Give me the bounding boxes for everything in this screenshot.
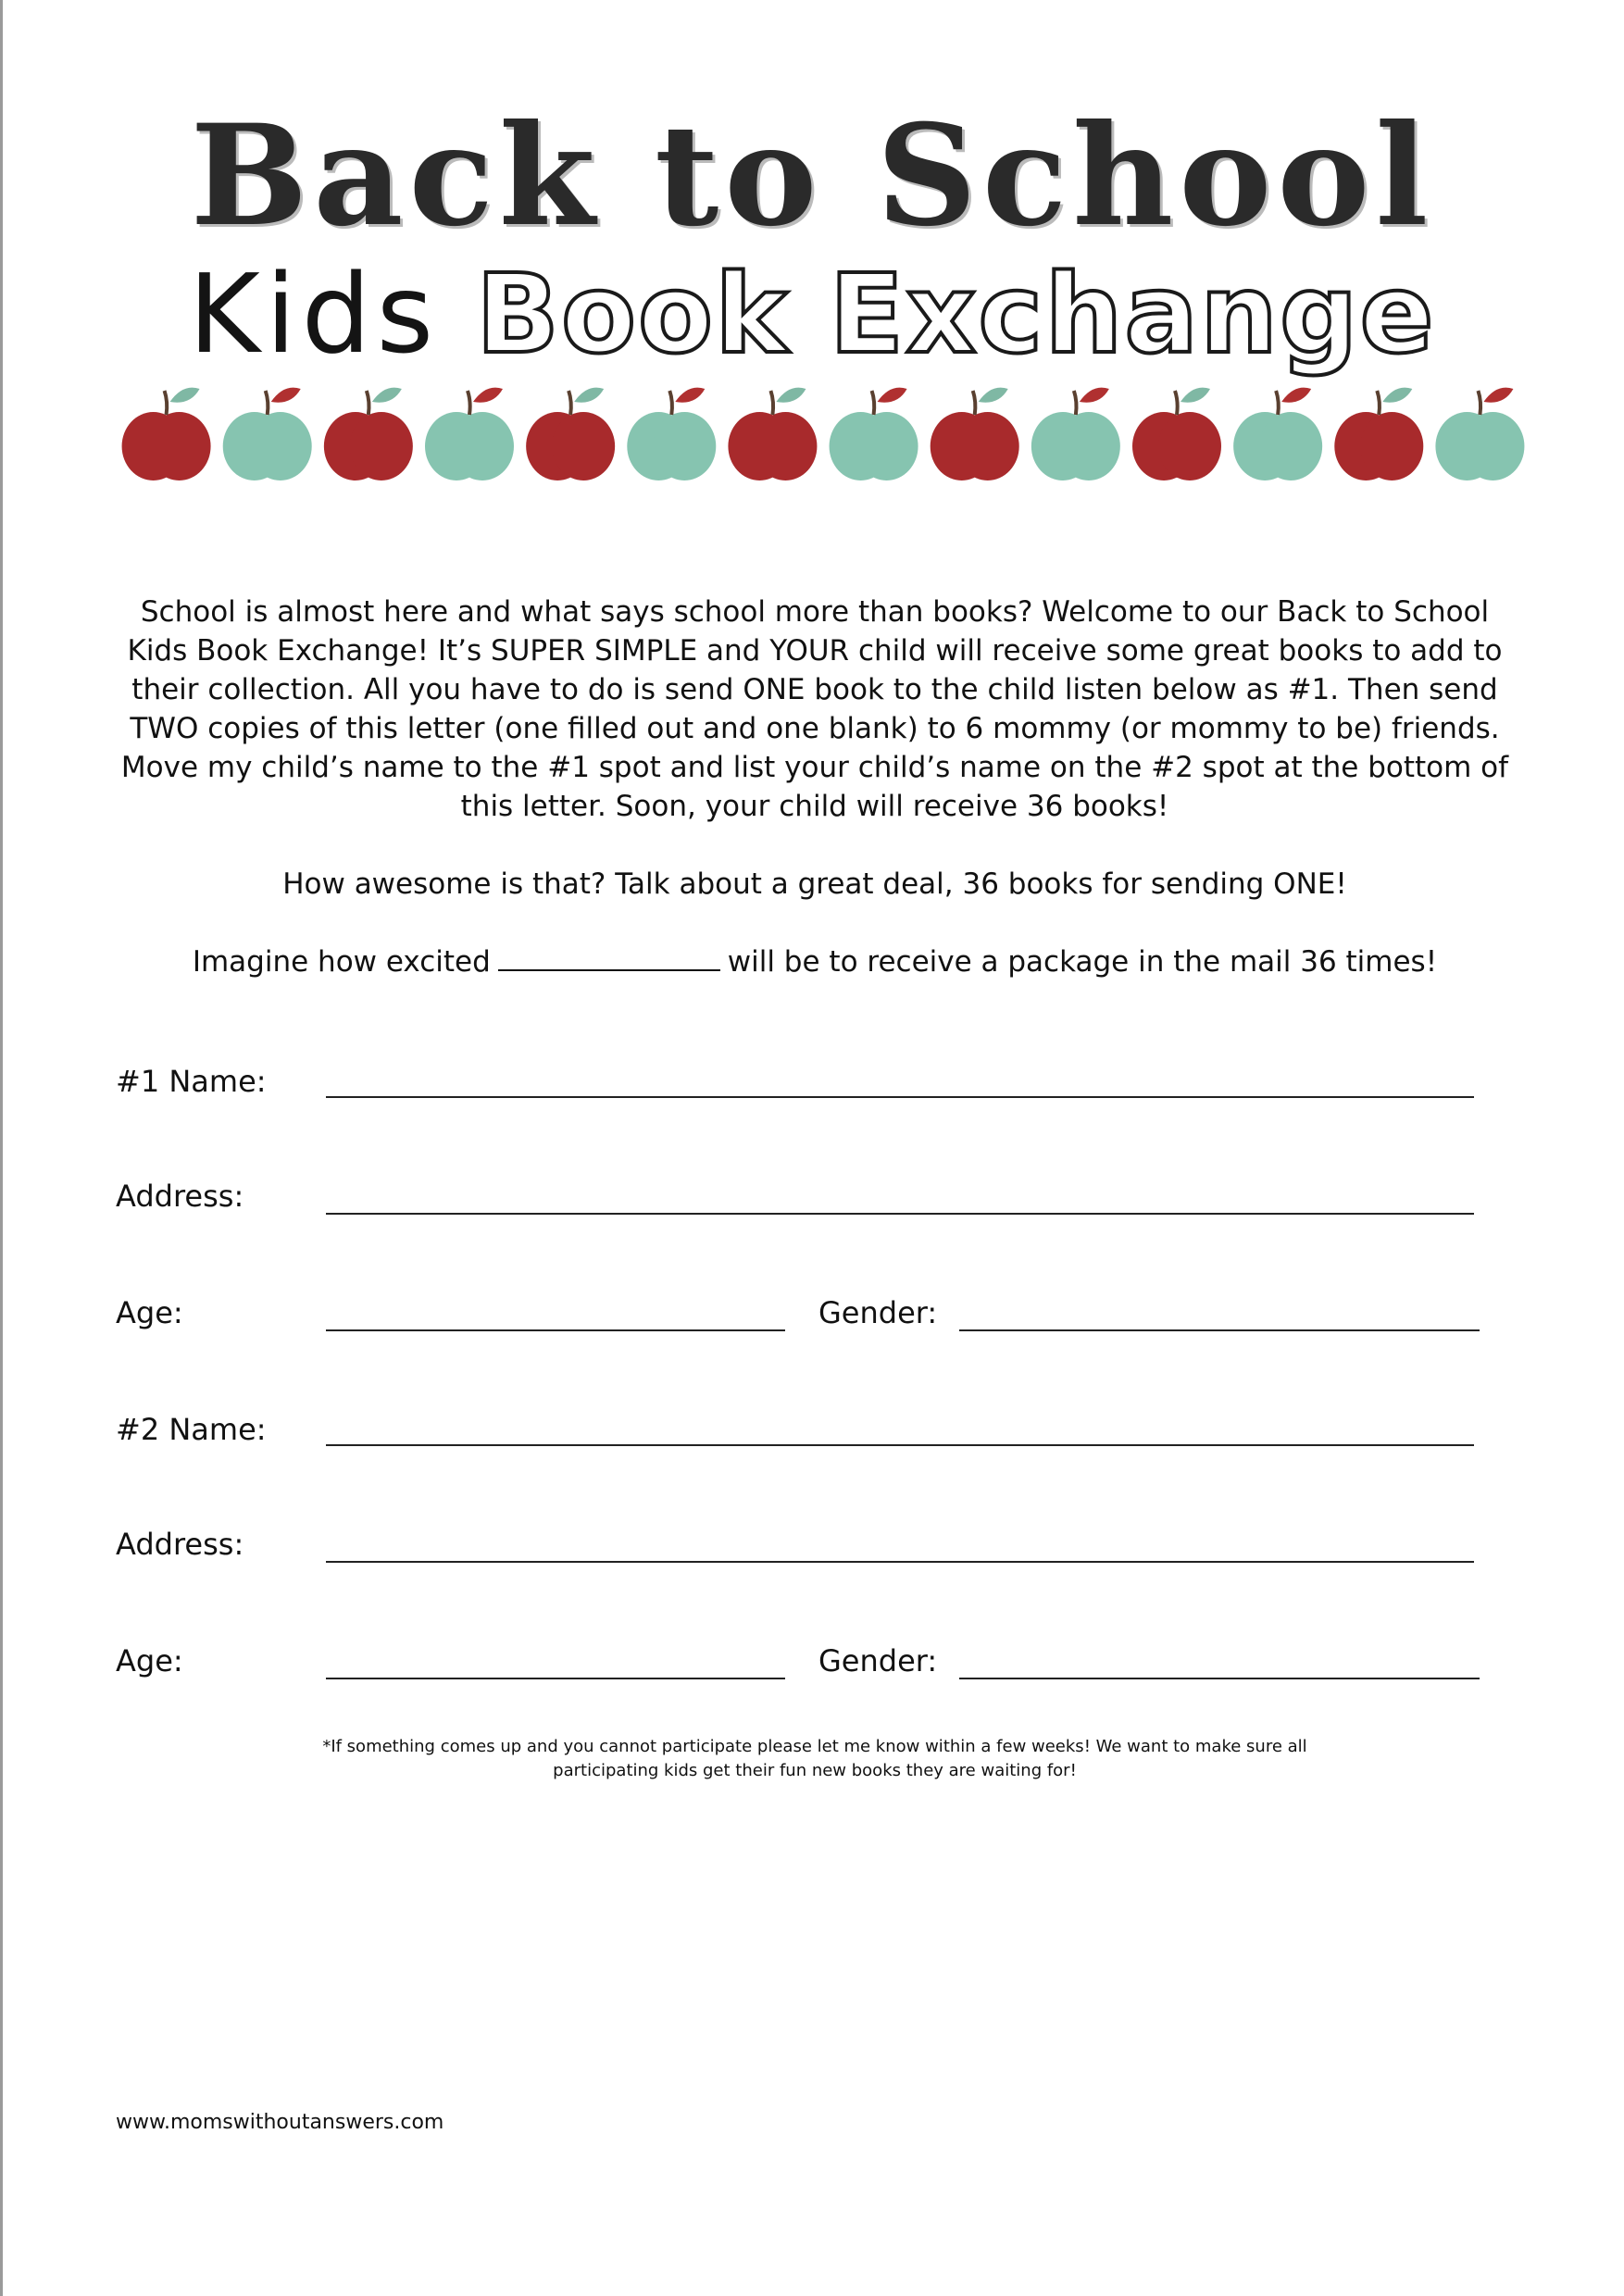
red-apple-icon bbox=[728, 388, 817, 480]
gender1-line[interactable] bbox=[959, 1329, 1480, 1331]
red-apple-icon bbox=[324, 388, 413, 480]
gender2-line[interactable] bbox=[959, 1678, 1480, 1679]
address1-line[interactable] bbox=[326, 1213, 1474, 1215]
teal-apple-icon bbox=[425, 388, 514, 480]
imagine-line bbox=[111, 942, 1518, 981]
gender2-label: Gender: bbox=[818, 1643, 938, 1678]
address2-label: Address: bbox=[116, 1527, 244, 1562]
red-apple-icon bbox=[931, 388, 1019, 480]
name1-label: #1 Name: bbox=[116, 1064, 267, 1099]
teal-apple-icon bbox=[223, 388, 312, 480]
teal-apple-icon bbox=[830, 388, 918, 480]
title-kids-book-exchange bbox=[0, 250, 1624, 378]
address1-label: Address: bbox=[116, 1179, 244, 1214]
title-book-exchange: Book Exchange bbox=[476, 250, 1436, 378]
teal-apple-icon bbox=[1031, 388, 1120, 480]
name2-line[interactable] bbox=[326, 1444, 1474, 1446]
footnote-line2: participating kids get their fun new books they are waiting for! bbox=[553, 1761, 1077, 1780]
age2-label: Age: bbox=[116, 1643, 183, 1678]
intro-paragraph: School is almost here and what says school more than books? Welcome to our Back to School Kids Book Exchange! It’s SUPER SIMPLE and YOUR child will receive some great books to add to their collection. All you have to do is send ONE book to the child listen below as #1. Then send TWO copies of this letter (one filled out and one blank) to 6 mommy (or mommy to be) friends. Move my child’s name to the #1 spot and list your child’s name on the #2 spot at the bottom of this letter. Soon, your child will receive 36 books! bbox=[120, 595, 1509, 823]
imagine-after: will be to receive a package in the mail 36 times! bbox=[727, 945, 1438, 979]
red-apple-icon bbox=[122, 388, 211, 480]
intro-text bbox=[111, 593, 1518, 1020]
title-kids: Kids bbox=[188, 250, 440, 378]
age1-line[interactable] bbox=[326, 1329, 785, 1331]
red-apple-icon bbox=[526, 388, 615, 480]
teal-apple-icon bbox=[627, 388, 716, 480]
red-apple-icon bbox=[1334, 388, 1423, 480]
name2-label: #2 Name: bbox=[116, 1412, 267, 1447]
footnote-line1: *If something comes up and you cannot participate please let me know within a few weeks! We want to make sure all bbox=[322, 1737, 1307, 1756]
red-apple-icon bbox=[1132, 388, 1221, 480]
address2-line[interactable] bbox=[326, 1561, 1474, 1563]
teal-apple-icon bbox=[1435, 388, 1524, 480]
title-back-to-school: Back to School bbox=[190, 94, 1434, 257]
apple-border bbox=[116, 381, 1530, 483]
awesome-line: How awesome is that? Talk about a great deal, 36 books for sending ONE! bbox=[282, 867, 1347, 901]
name1-line[interactable] bbox=[326, 1096, 1474, 1098]
gender1-label: Gender: bbox=[818, 1295, 938, 1330]
footnote bbox=[259, 1735, 1370, 1783]
child-name-blank[interactable] bbox=[498, 947, 720, 971]
website-url[interactable]: www.momswithoutanswers.com bbox=[116, 2111, 444, 2134]
teal-apple-icon bbox=[1233, 388, 1322, 480]
age1-label: Age: bbox=[116, 1295, 183, 1330]
imagine-before: Imagine how excited bbox=[192, 945, 491, 979]
age2-line[interactable] bbox=[326, 1678, 785, 1679]
